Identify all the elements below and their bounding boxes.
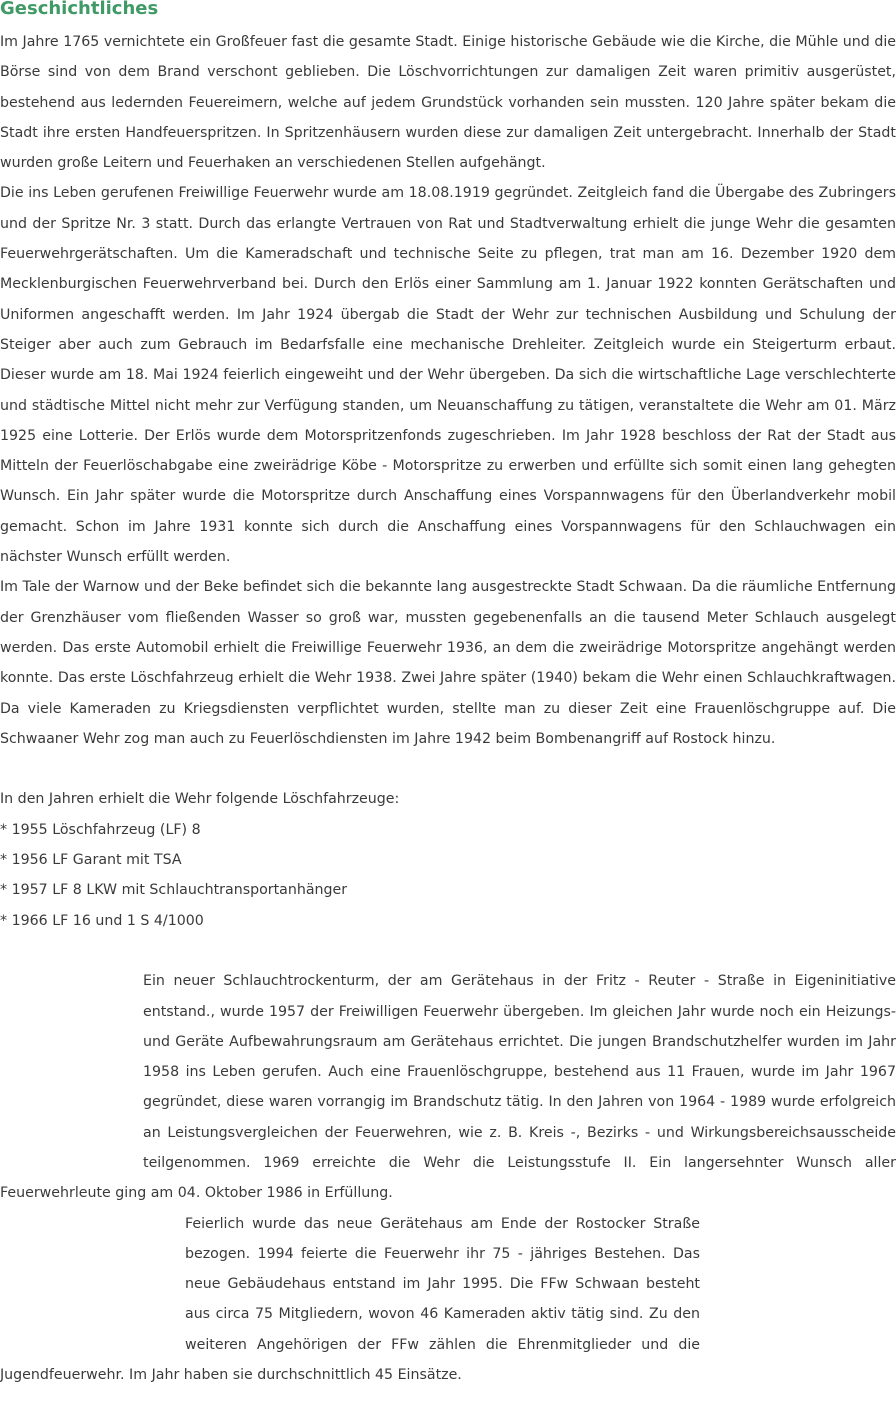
list-item: * 1956 LF Garant mit TSA	[0, 852, 182, 869]
paragraph-schwaan: Im Tale der Warnow und der Beke befindet sich die bekannte lang ausgestreckte Stadt Schwaan. Da die räumliche Entfernung der Grenzhäuser vom fließenden Wasser so groß war, mussten gegebenenfalls an die tausend Meter Schlauch ausgelegt werden. Das erste Automobil erhielt die Freiwillige Feuerwehr 1936, an dem die zweirädrige Motorspritze angehängt werden konnte. Das erste Löschfahrzeug erhielt die Wehr 1938. Zwei Jahre später (1940) bekam die Wehr einen Schlauchkraftwagen. Da viele Kameraden zu Kriegsdiensten verpflichtet wurden, stellte man zu dieser Zeit eine Frauenlöschgruppe auf. Die Schwaaner Wehr zog man auch zu Feuerlöschdiensten im Jahre 1942 beim Bombenangriff auf Rostock hinzu.	[0, 579, 896, 747]
list-item: * 1966 LF 16 und 1 S 4/1000	[0, 912, 204, 929]
section-heading: Geschichtliches	[0, 0, 159, 19]
image-placeholder	[700, 1209, 896, 1360]
image-placeholder	[0, 966, 143, 1178]
list-item: * 1955 Löschfahrzeug (LF) 8	[0, 821, 201, 838]
paragraph-new-station: Feierlich wurde das neue Gerätehaus am Ende der Rostocker Straße bezogen. 1994 feierte die Feuerwehr ihr 75 - jähriges Bestehen. Das neue Gebäudehaus entstand im Jahr 1995. Die FFw Schwaan besteht aus circa 75 Mitgliedern, wovon 46 Kameraden aktiv tätig sind. Zu den weiteren Angehörigen der FFw zählen die Ehrenmitglieder und die Jugendfeuerwehr. Im Jahr haben sie durchschnittlich 45 Einsätze.	[0, 1215, 700, 1384]
vehicle-list-intro: In den Jahren erhielt die Wehr folgende Löschfahrzeuge:	[0, 791, 400, 808]
paragraph-drying-tower: Ein neuer Schlauchtrockenturm, der am Gerätehaus in der Fritz - Reuter - Straße in Eigeninitiative entstand., wurde 1957 der Freiwilligen Feuerwehr übergeben. Im gleichen Jahr wurde noch ein Heizungs- und Geräte Aufbewahrungsraum am Gerätehaus errichtet. Die jungen Brandschutzhelfer wurden im Jahr 1958 ins Leben gerufen. Auch eine Frauenlöschgruppe, bestehend aus 11 Frauen, wurde im Jahr 1967 gegründet, diese waren vorrangig im Brandschutz tätig. In den Jahren von 1964 - 1989 wurde erfolgreich an Leistungsvergleichen der Feuerwehren, wie z. B. Kreis -, Bezirks - und Wirkungsbereichsausscheide teilgenommen. 1969 erreichte die Wehr die Leistungsstufe II. Ein langersehnter Wunsch aller Feuerwehrleute ging am 04. Oktober 1986 in Erfüllung.	[0, 973, 896, 1202]
spacer	[0, 936, 896, 966]
article-body	[0, 27, 896, 1390]
vehicle-list	[0, 815, 896, 936]
paragraph-founding: Die ins Leben gerufenen Freiwillige Feuerwehr wurde am 18.08.1919 gegründet. Zeitgleich fand die Übergabe des Zubringers und der Spritze Nr. 3 statt. Durch das erlangte Vertrauen von Rat und Stadtverwaltung erhielt die junge Wehr die gesamten Feuerwehrgerätschaften. Um die Kameradschaft und technische Seite zu pflegen, trat man am 16. Dezember 1920 dem Mecklenburgischen Feuerwehrverband bei. Durch den Erlös einer Sammlung am 1. Januar 1922 konnten Gerätschaften und Uniformen angeschafft werden. Im Jahr 1924 übergab die Stadt der Wehr zur technischen Ausbildung und Schulung der Steiger aber auch zum Gebrauch im Bedarfsfalle eine mechanische Drehleiter. Zeitgleich wurde ein Steigerturm erbaut. Dieser wurde am 18. Mai 1924 feierlich eingeweiht und der Wehr übergeben. Da sich die wirtschaftliche Lage verschlechterte und städtische Mittel nicht mehr zur Verfügung standen, um Neuanschaffung zu tätigen, veranstaltete die Wehr am 01. März 1925 eine Lotterie. Der Erlös wurde dem Motorspritzenfonds zugeschrieben. Im Jahr 1928 beschloss der Rat der Stadt aus Mitteln der Feuerlöschabgabe eine zweirädrige Köbe - Motorspritze zu erwerben und erfüllte sich somit einen lang gehegten Wunsch. Ein Jahr später wurde die Motorspritze durch Anschaffung eines Vorspannwagens für den Überlandverkehr mobil gemacht. Schon im Jahre 1931 konnte sich durch die Anschaffung eines Vorspannwagens für den Schlauchwagen ein nächster Wunsch erfüllt werden.	[0, 185, 896, 566]
paragraph-great-fire: Im Jahre 1765 vernichtete ein Großfeuer fast die gesamte Stadt. Einige historische Gebäude wie die Kirche, die Mühle und die Börse sind von dem Brand verschont geblieben. Die Löschvorrichtungen zur damaligen Zeit waren primitiv ausgerüstet, bestehend aus ledernden Feuereimern, welche auf jedem Grundstück vorhanden sein mussten. 120 Jahre später bekam die Stadt ihre ersten Handfeuerspritzen. In Spritzenhäusern wurden diese zur damaligen Zeit untergebracht. Innerhalb der Stadt wurden große Leitern und Feuerhaken an verschiedenen Stellen aufgehängt.	[0, 34, 896, 172]
spacer	[0, 754, 896, 784]
image-placeholder	[0, 1209, 185, 1360]
list-item: * 1957 LF 8 LKW mit Schlauchtransportanhänger	[0, 882, 348, 899]
